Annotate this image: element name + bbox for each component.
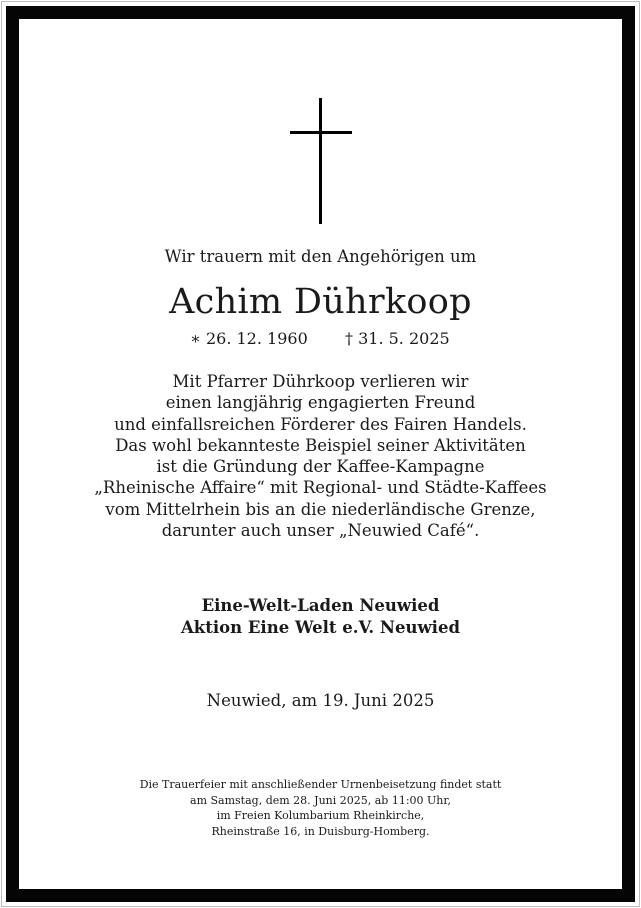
ceremony-info (0, 777, 641, 839)
cross-icon (290, 98, 352, 224)
tribute-text (0, 371, 641, 541)
ceremony-line: Rheinstraße 16, in Duisburg-Homberg. (211, 824, 430, 838)
ceremony-line: am Samstag, dem 28. Juni 2025, ab 11:00 Uhr, (190, 793, 451, 807)
ceremony-line: im Freien Kolumbarium Rheinkirche, (216, 809, 425, 822)
tribute-line: darunter auch unser „Neuwied Café“. (161, 521, 480, 541)
tribute-line: Das wohl bekannteste Beispiel seiner Aktivitäten (115, 435, 526, 455)
tribute-line: „Rheinische Affaire“ mit Regional- und Städte-Kaffees (94, 478, 547, 498)
life-dates (0, 328, 641, 350)
tribute-line: vom Mittelrhein bis an die niederländische Grenze, (105, 499, 536, 519)
cross-vertical-bar (319, 98, 322, 224)
signing-organizations (0, 595, 641, 638)
birth-date: ∗ 26. 12. 1960 (190, 329, 308, 348)
tribute-line: Mit Pfarrer Dührkoop verlieren wir (172, 372, 469, 391)
tribute-line: und einfallsreichen Förderer des Fairen Handels. (114, 414, 527, 434)
organization-name: Aktion Eine Welt e.V. Neuwied (180, 617, 460, 637)
organization-name: Eine-Welt-Laden Neuwied (201, 596, 440, 615)
place-and-date: Neuwied, am 19. Juni 2025 (206, 691, 435, 710)
death-date: † 31. 5. 2025 (345, 329, 450, 348)
tribute-line: ist die Gründung der Kaffee-Kampagne (156, 457, 485, 477)
tribute-line: einen langjährig engagierten Freund (165, 393, 476, 413)
deceased-name: Achim Dührkoop (169, 282, 472, 322)
intro-text: Wir trauern mit den Angehörigen um (164, 247, 477, 266)
cross-horizontal-bar (290, 131, 352, 134)
ceremony-line: Die Trauerfeier mit anschließender Urnenbeisetzung findet statt (139, 778, 502, 791)
